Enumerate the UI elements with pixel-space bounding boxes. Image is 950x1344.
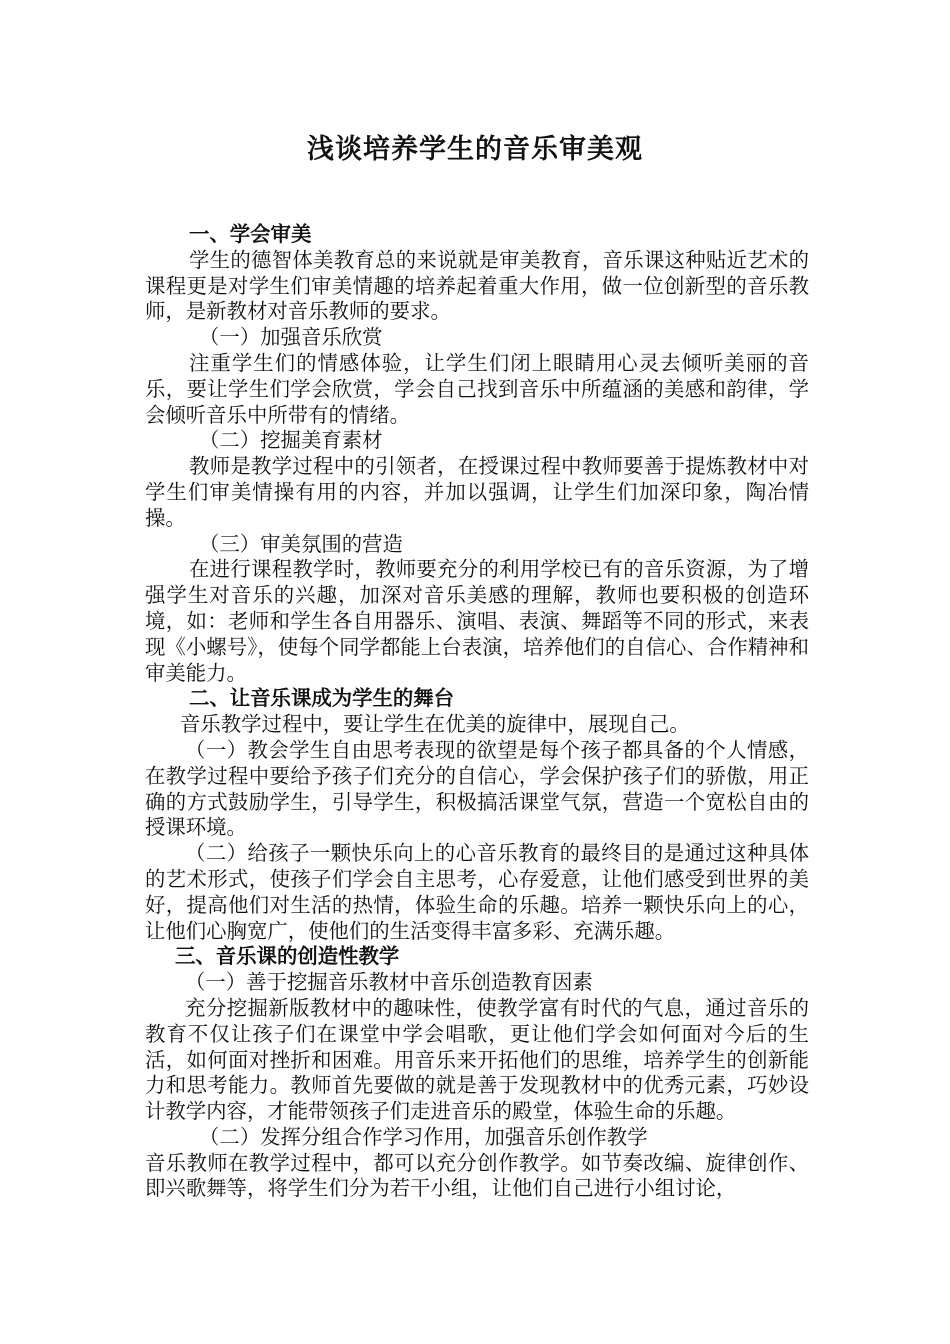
document-body [145, 222, 809, 1202]
paragraph: （二）挖掘美育素材 [199, 428, 383, 453]
paragraph: （一）善于挖掘音乐教材中音乐创造教育因素 [185, 970, 593, 995]
paragraph: 注重学生们的情感体验，让学生们闭上眼睛用心灵去倾听美丽的音乐，要让学生们学会欣赏，学会自己找到音乐中所蕴涵的美感和韵律，学会倾听音乐中所带有的情绪。 [145, 350, 809, 427]
paragraph: （一）加强音乐欣赏 [199, 325, 383, 350]
section-heading: 三、音乐课的创造性教学 [175, 944, 400, 969]
paragraph: 教师是教学过程中的引领者，在授课过程中教师要善于提炼教材中对学生们审美情操有用的内容，并加以强调，让学生们加深印象，陶冶情操。 [145, 454, 809, 530]
page-title: 浅谈培养学生的音乐审美观 [307, 134, 643, 165]
paragraph: 音乐教学过程中，要让学生在优美的旋律中，展现自己。 [180, 712, 690, 737]
paragraph: （一）教会学生自由思考表现的欲望是每个孩子都具备的个人情感，在教学过程中要给予孩子们充分的自信心，学会保护孩子们的骄傲，用正确的方式鼓励学生，引导学生，积极搞活课堂气氛，营造一个宽松自由的授课环境。 [145, 737, 809, 840]
paragraph: 学生的德智体美教育总的来说就是审美教育，音乐课这种贴近艺术的课程更是对学生们审美情趣的培养起着重大作用，做一位创新型的音乐教师，是新教材对音乐教师的要求。 [145, 247, 809, 324]
paragraph: （二）发挥分组合作学习作用，加强音乐创作教学 [199, 1124, 648, 1149]
paragraph: 充分挖掘新版教材中的趣味性，使教学富有时代的气息，通过音乐的教育不仅让孩子们在课堂中学会唱歌，更让他们学会如何面对今后的生活，如何面对挫折和困难。用音乐来开拓他们的思维，培养学生的创新能力和思考能力。教师首先要做的就是善于发现教材中的优秀元素，巧妙设计教学内容，才能带领孩子们走进音乐的殿堂，体验生命的乐趣。 [145, 995, 809, 1124]
paragraph: 在进行课程教学时，教师要充分的利用学校已有的音乐资源，为了增强学生对音乐的兴趣，加深对音乐美感的理解，教师也要积极的创造环境，如：老师和学生各自用器乐、演唱、表演、舞蹈等不同的形式，来表现《小螺号》，使每个同学都能上台表演，培养他们的自信心、合作精神和审美能力。 [145, 557, 809, 685]
section-heading: 一、学会审美 [189, 222, 312, 246]
paragraph: （二）给孩子一颗快乐向上的心音乐教育的最终目的是通过这种具体的艺术形式，使孩子们学会自主思考，心存爱意，让他们感受到世界的美好，提高他们对生活的热情，体验生命的乐趣。培养一颗快乐向上的心，让他们心胸宽广，使他们的生活变得丰富多彩、充满乐趣。 [145, 841, 809, 943]
section-heading: 二、让音乐课成为学生的舞台 [189, 686, 455, 711]
paragraph: 音乐教师在教学过程中，都可以充分创作教学。如节奏改编、旋律创作、即兴歌舞等，将学生们分为若干小组，让他们自己进行小组讨论， [145, 1150, 809, 1201]
paragraph: （三）审美氛围的营造 [199, 531, 403, 556]
